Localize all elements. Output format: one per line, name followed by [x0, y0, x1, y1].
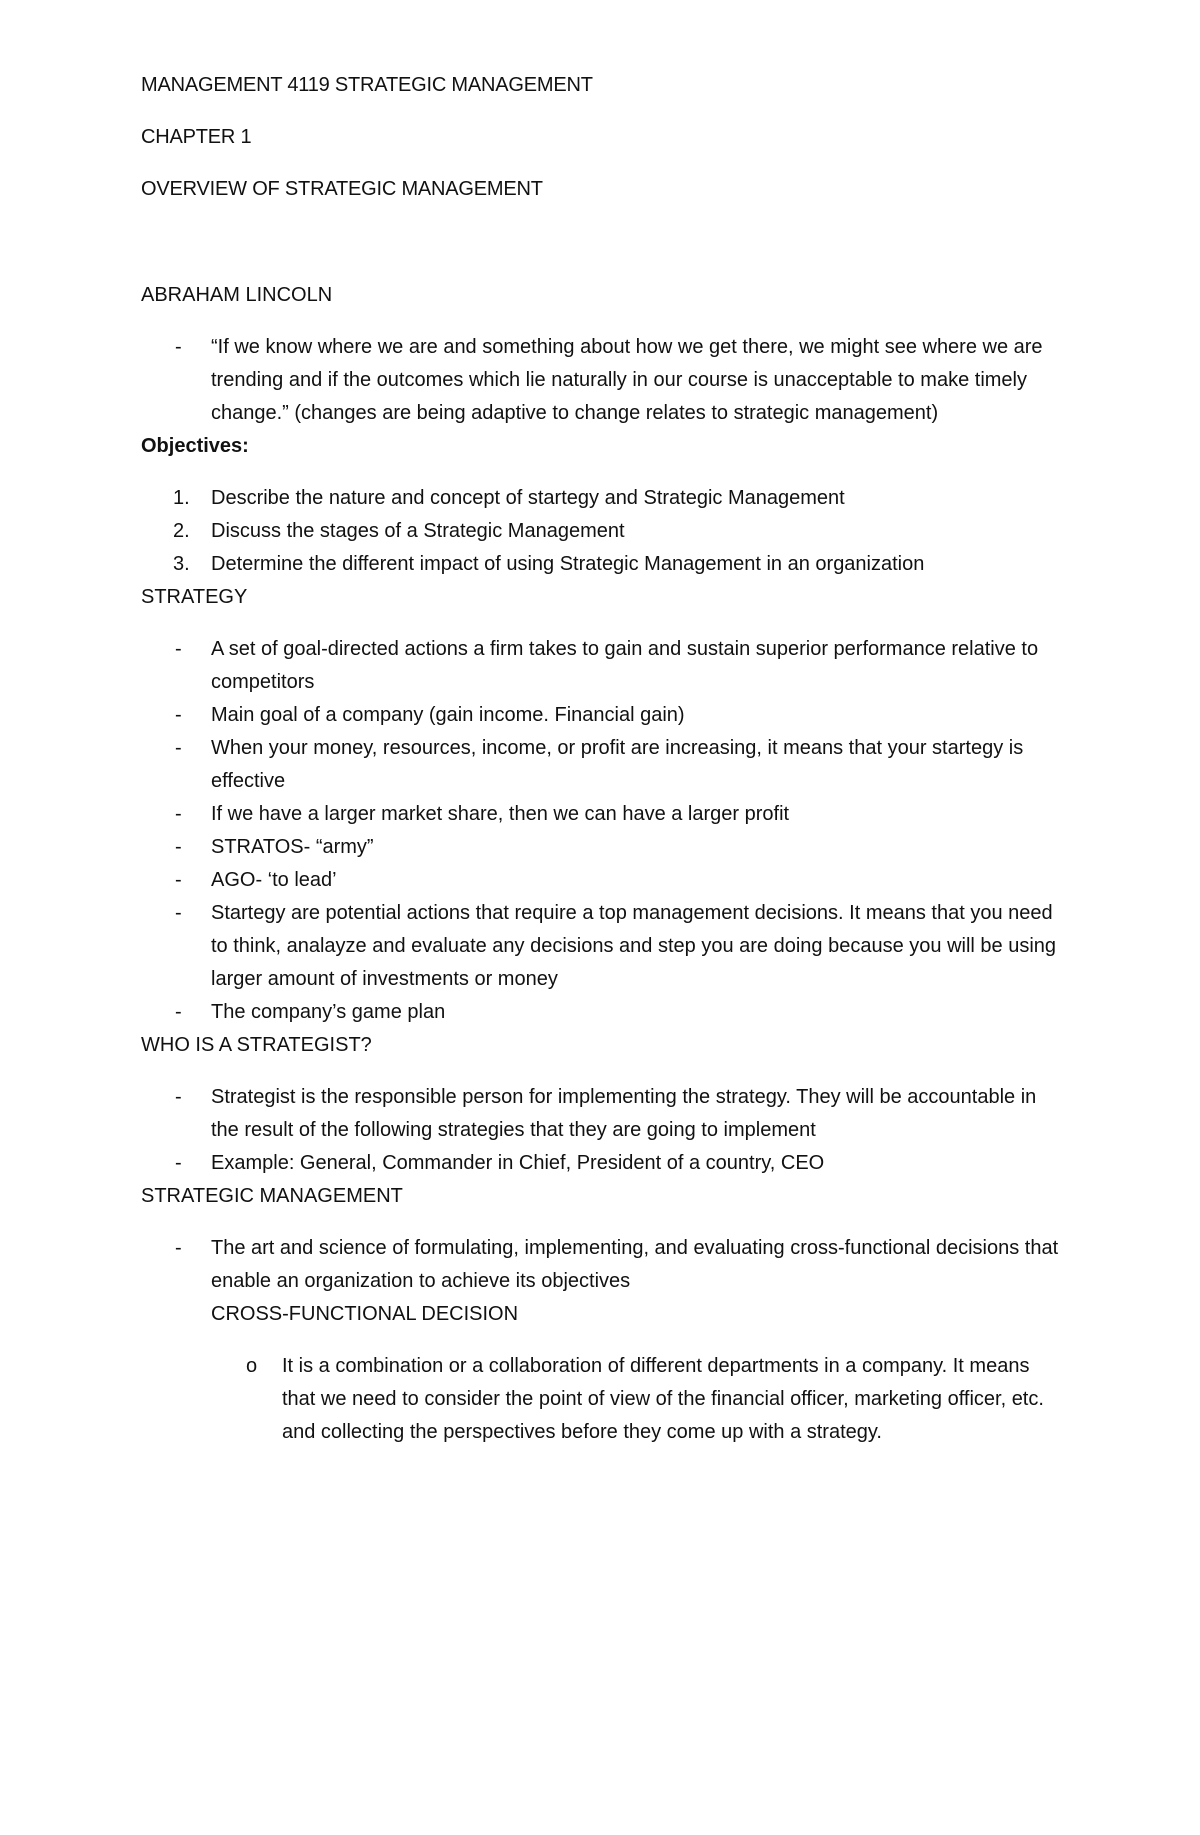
topic-header: OVERVIEW OF STRATEGIC MANAGEMENT [141, 178, 543, 200]
lincoln-quote-list [141, 331, 1061, 430]
strategist-list [141, 1081, 1061, 1180]
dash-bullet: - [175, 869, 182, 891]
objective-text: Determine the different impact of using Strategic Management in an organization [211, 553, 925, 575]
objectives-title: Objectives: [141, 435, 249, 457]
dash-bullet: - [175, 1001, 182, 1023]
dash-bullet: - [175, 336, 182, 358]
list-item [141, 1081, 1061, 1147]
list-item [141, 1147, 1061, 1180]
list-item [141, 699, 1061, 732]
strategy-item-text: STRATOS- “army” [211, 836, 374, 858]
strategic-management-list [141, 1232, 1061, 1298]
objectives-list [141, 482, 1061, 581]
cross-functional-list [141, 1350, 1061, 1449]
dash-bullet: - [175, 638, 182, 660]
objective-text: Describe the nature and concept of startegy and Strategic Management [211, 487, 845, 509]
strategic-management-title: STRATEGIC MANAGEMENT [141, 1185, 403, 1207]
objective-text: Discuss the stages of a Strategic Management [211, 520, 625, 542]
strategist-title: WHO IS A STRATEGIST? [141, 1034, 372, 1056]
strategy-item-text: A set of goal-directed actions a firm takes to gain and sustain superior performance relative to competitors [211, 638, 1039, 693]
strategy-item-text: Main goal of a company (gain income. Financial gain) [211, 704, 685, 726]
document-body [141, 69, 1061, 1449]
lincoln-title: ABRAHAM LINCOLN [141, 284, 333, 306]
strategy-item-text: AGO- ‘to lead’ [211, 869, 337, 891]
strategy-title: STRATEGY [141, 586, 248, 608]
dash-bullet: - [175, 836, 182, 858]
list-item [141, 515, 1061, 548]
dash-bullet: - [175, 803, 182, 825]
cross-functional-title: CROSS-FUNCTIONAL DECISION [211, 1303, 519, 1325]
dash-bullet: - [175, 704, 182, 726]
list-item [141, 996, 1061, 1029]
item-number: 1. [173, 487, 190, 509]
strategy-item-text: When your money, resources, income, or profit are increasing, it means that your startegy is effective [211, 737, 1024, 792]
strategy-item-text: The company’s game plan [211, 1001, 446, 1023]
strategist-item-text: Strategist is the responsible person for implementing the strategy. They will be accountable in the result of the following strategies that they are going to implement [211, 1086, 1037, 1141]
list-item [141, 1232, 1061, 1298]
strategy-item-text: If we have a larger market share, then we can have a larger profit [211, 803, 790, 825]
dash-bullet: - [175, 737, 182, 759]
list-item [141, 831, 1061, 864]
list-item [141, 798, 1061, 831]
dash-bullet: - [175, 1086, 182, 1108]
strategic-management-item-text: The art and science of formulating, implementing, and evaluating cross-functional decisions that enable an organization to achieve its objectives [211, 1237, 1059, 1292]
list-item [141, 732, 1061, 798]
lincoln-quote: “If we know where we are and something about how we get there, we might see where we are trending and if the outcomes which lie naturally in our course is unacceptable to make timely change.” (changes are being adaptive to change relates to strategic management) [211, 336, 1043, 424]
circle-bullet: o [246, 1355, 258, 1377]
strategy-list [141, 633, 1061, 1029]
course-header: MANAGEMENT 4119 STRATEGIC MANAGEMENT [141, 74, 593, 96]
cross-functional-item-text: It is a combination or a collaboration of different departments in a company. It means that we need to consider the point of view of the financial officer, marketing officer, etc. and collecting the perspectives before they come up with a strategy. [282, 1355, 1044, 1443]
dash-bullet: - [175, 902, 182, 924]
chapter-header: CHAPTER 1 [141, 126, 252, 148]
dash-bullet: - [175, 1237, 182, 1259]
dash-bullet: - [175, 1152, 182, 1174]
list-item [141, 548, 1061, 581]
item-number: 3. [173, 553, 190, 575]
list-item [141, 633, 1061, 699]
list-item [141, 331, 1061, 430]
list-item [141, 897, 1061, 996]
item-number: 2. [173, 520, 190, 542]
strategist-item-text: Example: General, Commander in Chief, President of a country, CEO [211, 1152, 825, 1174]
strategy-item-text: Startegy are potential actions that require a top management decisions. It means that you need to think, analayze and evaluate any decisions and step you are doing because you will be using larger amount of investments or money [211, 902, 1057, 990]
list-item [141, 482, 1061, 515]
list-item [141, 1350, 1061, 1449]
list-item [141, 864, 1061, 897]
